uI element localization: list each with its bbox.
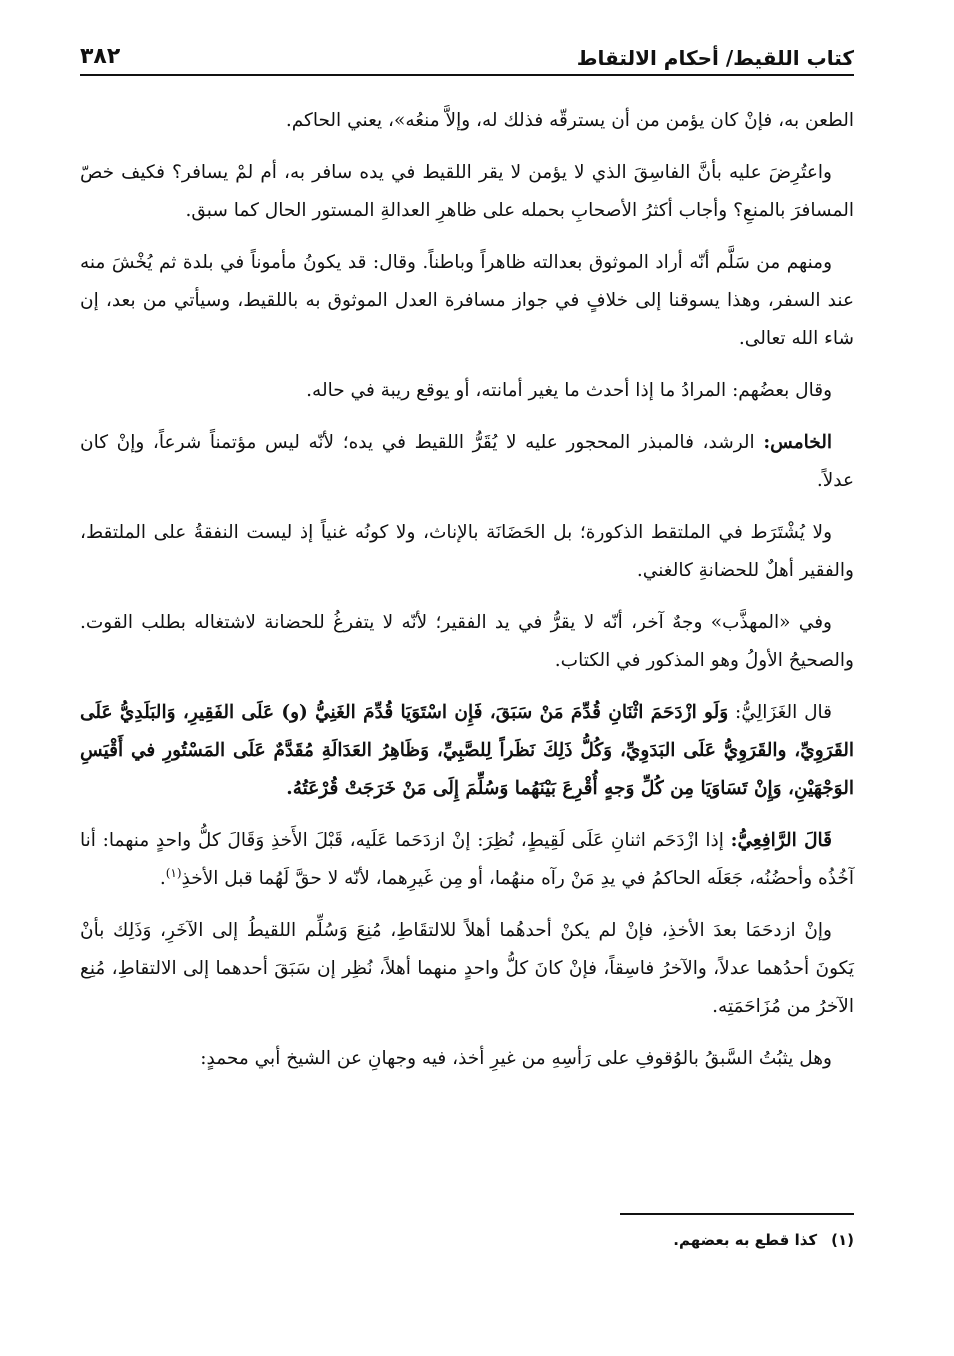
- paragraph-9: [80, 822, 854, 898]
- paragraph-5: [80, 424, 854, 500]
- paragraph-text: ومنهم من سَلَّم أنّه أراد الموثوق بعدالته ظاهراً وباطناً. وقال: قد يكونُ مأموناً في بلدة ثم يُخْشَ منه عند السفر، وهذا يسوقنا إلى خلافٍ في جواز مسافرة العدل الموثوق به باللقيط، وسيأتي من بعد، إن شاء الله تعالى.: [80, 252, 854, 349]
- paragraph-3: [80, 244, 854, 358]
- paragraph-lead: الخامس:: [763, 432, 832, 453]
- running-title: كتاب اللقيط/ أحكام الالتقاط: [576, 46, 854, 70]
- paragraph-2: [80, 154, 854, 230]
- footnote-number: (١): [831, 1231, 854, 1249]
- paragraph-tail: .: [159, 868, 166, 889]
- footnote-text: كذا قطع به بعضهم.: [673, 1231, 818, 1249]
- paragraph-text: وَلَو ازْدَحَمَ اثْنَانِ قُدِّمَ مَنْ سَبَقَ، فَإِن اسْتَوَيَا قُدِّمَ الغَنِيُّ (و) عَلَى الفَقِيرِ، وَالبَلَدِيُّ عَلَى القَرَوِيِّ، والقَرَوِيُّ عَلَى البَدَوِيِّ، وَكُلُّ ذَلِكَ نَظَراً لِلصَّبِيِّ، وَظَاهِرُ العَدَالَةِ مُقَدَّمٌ عَلَى المَسْتُورِ في أَقْيَسِ الوَجْهَيْنِ، وَإِنْ تَسَاوَيَا مِن كُلِّ وَجهٍ أُقْرِعَ بَيْنَهُما وَسُلِّمَ إِلَى مَنْ خَرَجَتْ قُرْعَتُهُ.: [80, 702, 854, 799]
- paragraph-text: واعتُرِضَ عليه بأنَّ الفاسِقَ الذي لا يؤمن لا يقر اللقيط في يده سافر به، أم لمْ يسافر؟ فكيف خصّ المسافرَ بالمنعِ؟ وأجاب أكثرُ الأصحابِ بحمله على ظاهرِ العدالةِ المستور الحال كما سبق.: [80, 162, 854, 221]
- page-number: ٣٨٢: [80, 44, 121, 69]
- paragraph-7: [80, 604, 854, 680]
- paragraph-text: ولا يُشْتَرَط في الملتقط الذكورة؛ بل الحَضَانَة بالإناث، ولا كونُه غنياً إذ ليست النفقةُ على الملتقط، والفقير أهلٌ للحضانةِ كالغني.: [80, 522, 854, 581]
- footnote-reference[interactable]: (١): [165, 865, 182, 880]
- footnote-divider: [620, 1213, 854, 1215]
- paragraph-4: [80, 372, 854, 410]
- footnote: [673, 1228, 854, 1252]
- paragraph-10: [80, 912, 854, 1026]
- paragraph-text: وإنْ ازدحَمَا بعدَ الأخذِ، فإنْ لم يكنْ أحدهُما أهلاً للالتقَاطِ، مُنِعَ وَسُلِّم اللقيطُ إلى الآخَرِ، وَذَلِك بأنْ يَكونَ أحدُهما عدلاً، والآخرُ فاسِقاً، فإنْ كانَ كلُّ واحدٍ منهما أهلاً، نُظِر إن سَبَقَ أحدهما إلى الالتقاطِ، مُنِع الآخرُ من مُزَاحَمَتِه.: [80, 920, 854, 1017]
- paragraph-6: [80, 514, 854, 590]
- paragraph-text: وفي «المهذَّب» وجهٌ آخر، أنّه لا يقرُّ في يد الفقير؛ لأنّه لا يتفرغُ للحضانة لاشتغاله بطلب القوت. والصحيحُ الأولُ وهو المذكور في الكتاب.: [80, 612, 854, 671]
- paragraph-text: وقال بعضُهم: المرادُ ما إذا أحدث ما يغير أمانته، أو يوقع ريبة في حاله.: [306, 380, 832, 401]
- book-page: [80, 28, 854, 1328]
- page-body: [80, 102, 854, 1078]
- paragraph-8-matn: [80, 694, 854, 808]
- paragraph-lead: قال الغَزَالِيُّ:: [728, 702, 833, 723]
- paragraph-text: الطعن به، فإنْ كان يؤمن من أن يسترقّه فذلك له، وإلاَّ منعُه»، يعني الحاكم.: [285, 110, 854, 131]
- paragraph-lead: قَالَ الرَّافِعِيُّ:: [730, 830, 832, 851]
- paragraph-text: إذا ازْدَحَم اثنانِ عَلَى لَقِيطٍ، نُظِرَ: إنْ ازدَحَما عَلَيه، قَبْلَ الأَخذِ وَقَالَ كلُّ واحدٍ منهما: أنا آخُذُه وأحضُنُه، جَعَلَه الحاكمُ في يدِ مَنْ رآه منهُما، أو مِن غَيرِهما، لأنّه لا حقَّ لَهُما قبل الأخذِ: [80, 830, 854, 889]
- running-head: [80, 28, 854, 76]
- paragraph-text: الرشد، فالمبذر المحجور عليه لا يُقَرُّ اللقيط في يده؛ لأنّه ليس مؤتمناً شرعاً، وإنْ كان عدلاً.: [80, 432, 854, 491]
- paragraph-11: [80, 1040, 854, 1078]
- paragraph-1: [80, 102, 854, 140]
- paragraph-text: وهل يثبُتُ السَّبقُ بالوُقوفِ على رَأسِهِ من غيرِ أخذ، فيه وجهانِ عن الشيخ أبي محمدٍ:: [200, 1048, 832, 1069]
